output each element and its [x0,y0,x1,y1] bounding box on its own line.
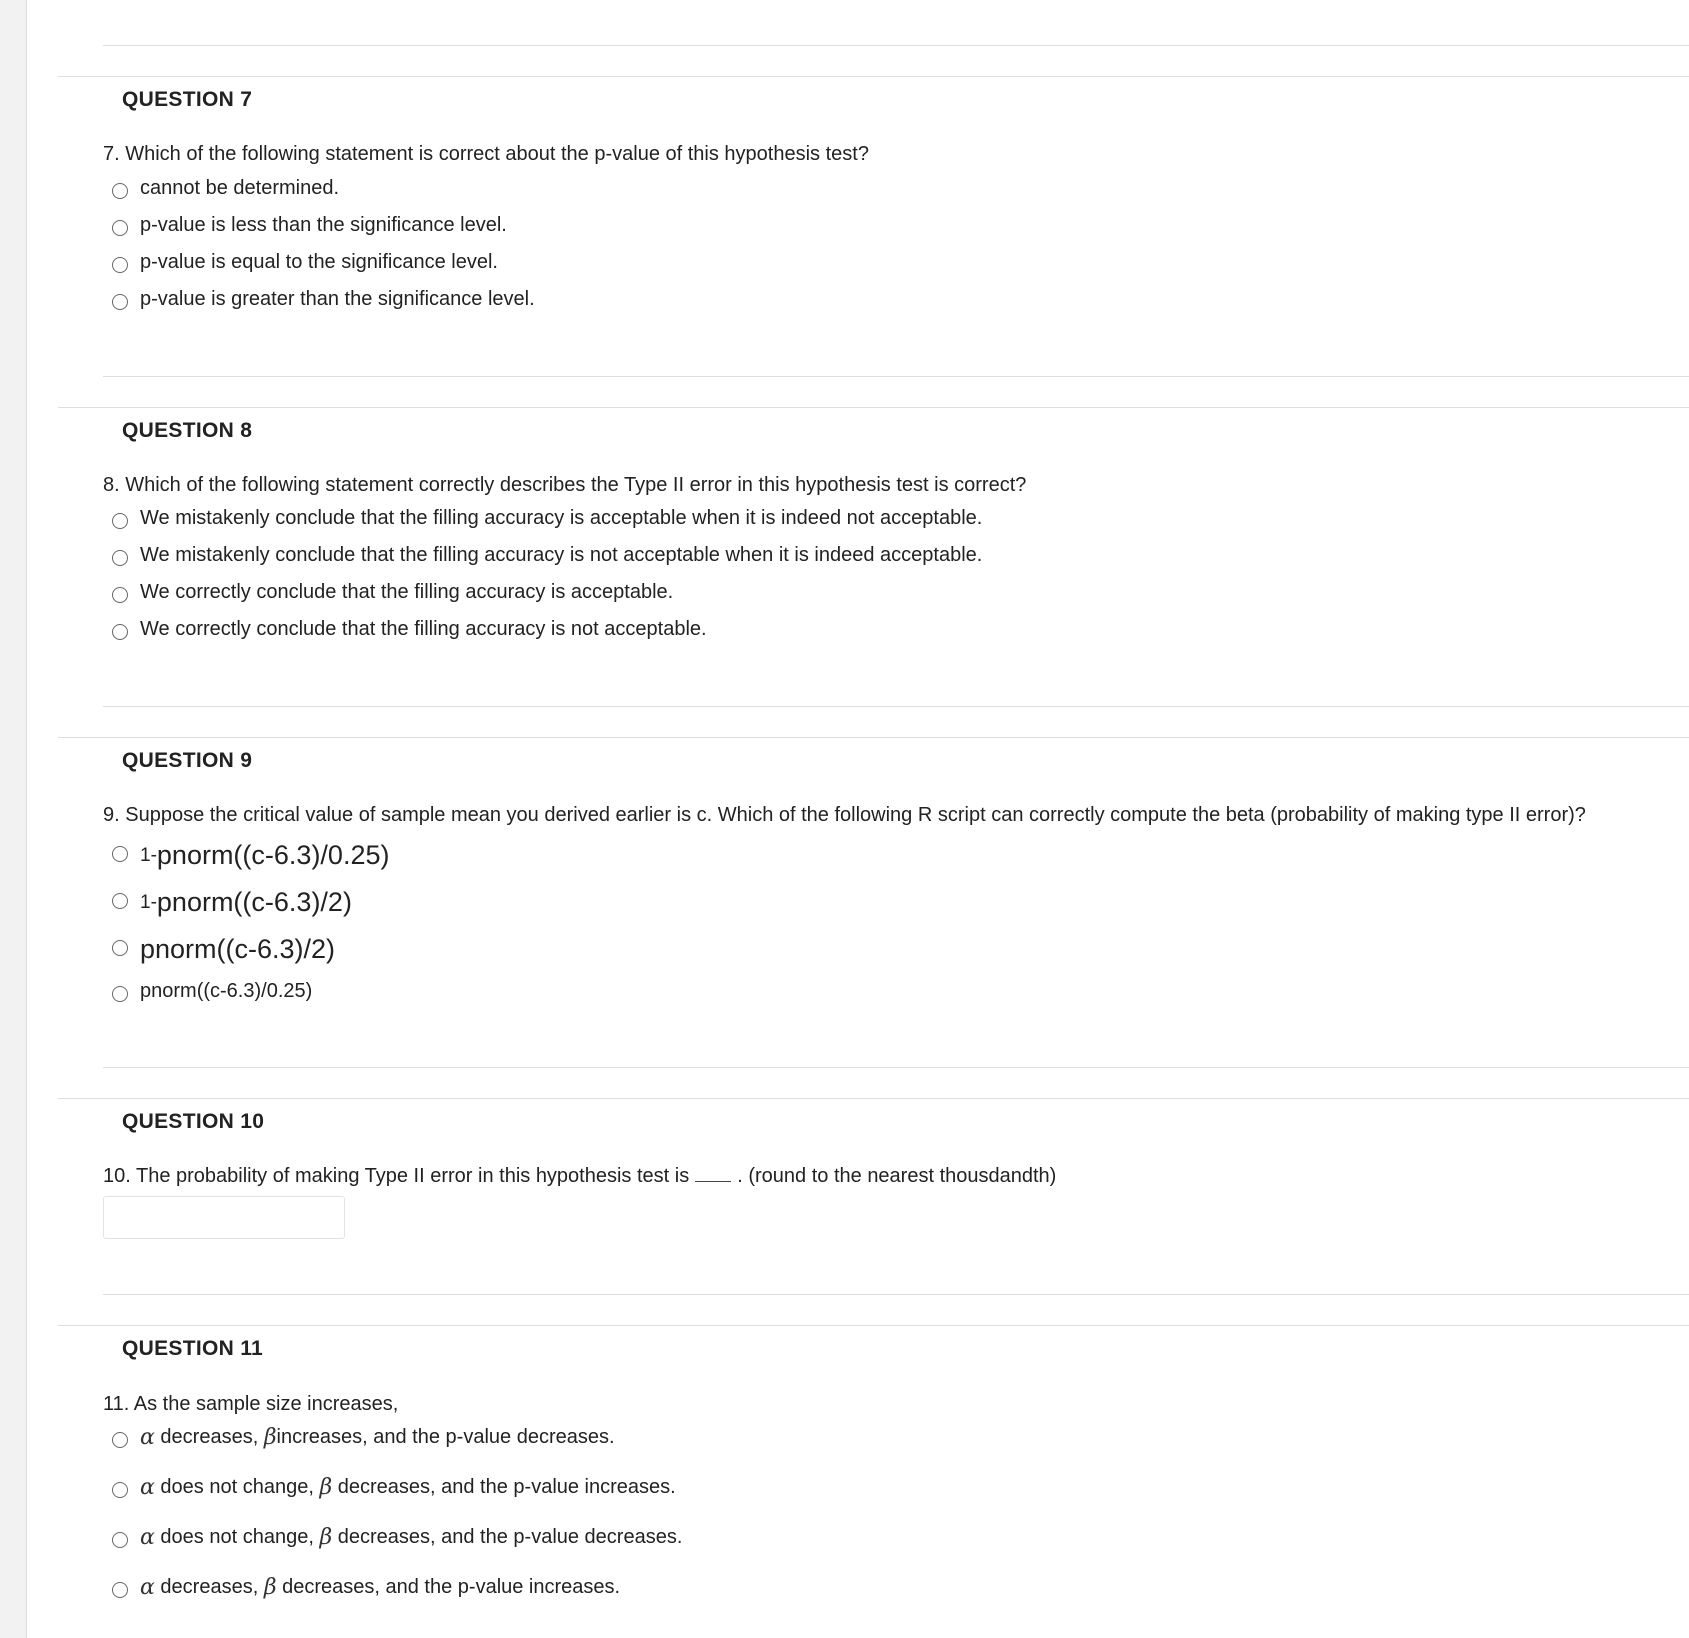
option-part-b: decreases, and the p-value increases. [282,1576,621,1598]
radio-button[interactable] [112,986,128,1002]
q9-option-4[interactable] [112,980,312,1003]
blank-line [695,1167,731,1182]
divider [58,76,1689,77]
question-8-title: QUESTION 8 [122,419,253,442]
option-part-b: decreases, and the p-value decreases. [337,1526,683,1548]
q8-option-3[interactable] [112,581,673,604]
q9-option-3[interactable] [112,934,335,965]
question-8-text: 8. Which of the following statement correctly describes the Type II error in this hypothesis test is correct? [103,474,1027,496]
alpha-symbol: α [140,1525,155,1550]
beta-symbol: β [263,1575,277,1600]
q8-option-4[interactable] [112,618,707,641]
divider [58,737,1689,738]
question-11-text: 11. As the sample size increases, [103,1393,399,1415]
q11-option-1[interactable] [112,1425,615,1450]
option-label: We mistakenly conclude that the filling accuracy is not acceptable when it is indeed acceptable. [140,544,983,566]
radio-button[interactable] [112,550,128,566]
option-label: pnorm((c-6.3)/2) [140,934,336,964]
divider [103,45,1689,46]
divider [103,1294,1689,1295]
radio-button[interactable] [112,183,128,199]
q9-option-1[interactable] [112,840,389,871]
option-part-b: decreases, and the p-value increases. [337,1476,676,1498]
option-part-a: does not change, [160,1526,314,1548]
option-label: p-value is less than the significance level. [140,214,507,236]
q7-option-1[interactable] [112,177,339,200]
alpha-symbol: α [140,1475,155,1500]
radio-button[interactable] [112,624,128,640]
radio-button[interactable] [112,294,128,310]
radio-button[interactable] [112,1432,128,1448]
radio-button[interactable] [112,257,128,273]
divider [58,407,1689,408]
q11-option-2[interactable] [112,1475,676,1500]
question-11-title: QUESTION 11 [122,1337,264,1360]
divider [103,376,1689,377]
beta-symbol: β [319,1475,333,1500]
option-prefix: 1- [140,844,157,866]
question-9-title: QUESTION 9 [122,749,253,772]
option-part-a: does not change, [160,1476,314,1498]
option-label: pnorm((c-6.3)/0.25) [140,980,313,1002]
radio-button[interactable] [112,846,128,862]
beta-symbol: β [319,1525,333,1550]
option-part-b: increases, and the p-value decreases. [276,1426,615,1448]
option-label: pnorm((c-6.3)/0.25) [156,840,390,870]
divider [103,706,1689,707]
option-prefix: 1- [140,891,157,913]
option-label: We mistakenly conclude that the filling accuracy is acceptable when it is indeed not acceptable. [140,507,983,529]
q11-option-4[interactable] [112,1575,620,1600]
q7-option-3[interactable] [112,251,498,274]
radio-button[interactable] [112,220,128,236]
radio-button[interactable] [112,587,128,603]
option-label: p-value is equal to the significance level. [140,251,498,273]
question-10-text-after: . (round to the nearest thousdandth) [737,1165,1057,1187]
question-9-text: 9. Suppose the critical value of sample mean you derived earlier is c. Which of the following R script can correctly compute the beta (probability of making type II error)? [103,804,1586,826]
q9-option-2[interactable] [112,887,352,918]
question-7-title: QUESTION 7 [122,88,253,111]
question-10-title: QUESTION 10 [122,1110,265,1133]
radio-button[interactable] [112,1582,128,1598]
option-label: We correctly conclude that the filling accuracy is not acceptable. [140,618,707,640]
q8-option-2[interactable] [112,544,982,567]
question-10-text-before: 10. The probability of making Type II error in this hypothesis test is [103,1165,690,1187]
option-label: cannot be determined. [140,177,340,199]
alpha-symbol: α [140,1425,155,1450]
q7-option-2[interactable] [112,214,507,237]
option-label: pnorm((c-6.3)/2) [156,887,352,917]
beta-symbol: β [263,1425,277,1450]
option-label: p-value is greater than the significance level. [140,288,535,310]
option-label: We correctly conclude that the filling accuracy is acceptable. [140,581,674,603]
answer-input[interactable] [103,1196,345,1239]
alpha-symbol: α [140,1575,155,1600]
q7-option-4[interactable] [112,288,535,311]
divider [103,1067,1689,1068]
question-7-text: 7. Which of the following statement is correct about the p-value of this hypothesis test? [103,143,869,165]
q8-option-1[interactable] [112,507,982,530]
divider [58,1325,1689,1326]
radio-button[interactable] [112,893,128,909]
radio-button[interactable] [112,1532,128,1548]
divider [58,1098,1689,1099]
question-10-text [103,1165,1056,1188]
q11-option-3[interactable] [112,1525,682,1550]
radio-button[interactable] [112,940,128,956]
radio-button[interactable] [112,513,128,529]
radio-button[interactable] [112,1482,128,1498]
option-part-a: decreases, [160,1576,259,1598]
option-part-a: decreases, [160,1426,259,1448]
